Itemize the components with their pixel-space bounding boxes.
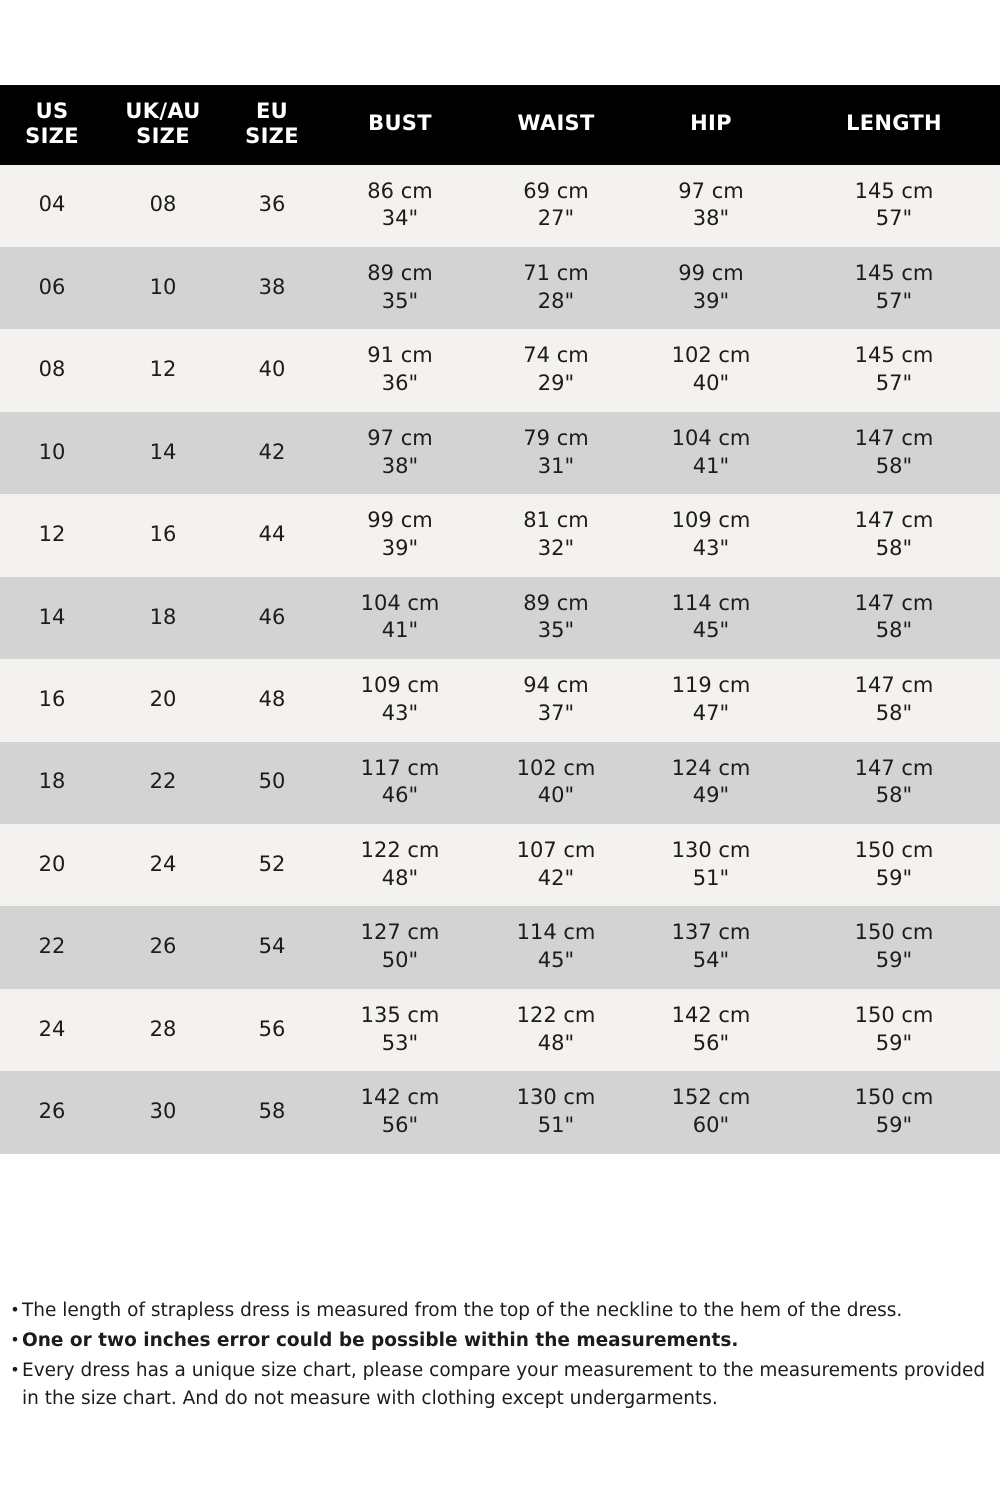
cell-length <box>788 412 1000 494</box>
cell-bust <box>322 577 478 659</box>
cell-hip <box>634 247 788 329</box>
column-header-us-size-line2: SIZE <box>25 123 79 148</box>
cell-bust-cm: 97 cm <box>367 425 433 450</box>
cell-hip-cm: 142 cm <box>671 1002 751 1027</box>
cell-hip <box>634 989 788 1071</box>
cell-bust <box>322 412 478 494</box>
column-header-length-line1: LENGTH <box>846 111 942 136</box>
cell-length <box>788 577 1000 659</box>
cell-length-in: 57" <box>875 371 913 396</box>
cell-waist-cm: 74 cm <box>523 343 589 368</box>
cell-hip-cm: 152 cm <box>671 1085 751 1110</box>
size-chart-container <box>0 85 1000 1154</box>
cell-length-cm: 147 cm <box>854 673 934 698</box>
cell-bust-cm: 99 cm <box>367 508 433 533</box>
cell-us-size: 20 <box>0 824 104 906</box>
column-header-hip <box>634 85 788 165</box>
cell-eu-size: 58 <box>222 1071 322 1153</box>
cell-length-in: 59" <box>875 1113 913 1138</box>
cell-hip-in: 56" <box>692 1030 730 1055</box>
column-header-bust-line1: BUST <box>368 111 432 136</box>
cell-eu-size: 38 <box>222 247 322 329</box>
cell-length-cm: 147 cm <box>854 590 934 615</box>
cell-length-cm: 150 cm <box>854 1085 934 1110</box>
cell-bust-in: 36" <box>381 371 419 396</box>
cell-hip-in: 39" <box>692 288 730 313</box>
cell-hip-cm: 102 cm <box>671 343 751 368</box>
cell-us-size: 14 <box>0 577 104 659</box>
note-item <box>8 1327 986 1354</box>
cell-length <box>788 906 1000 988</box>
cell-eu-size: 48 <box>222 659 322 741</box>
cell-eu-size: 56 <box>222 989 322 1071</box>
cell-length-in: 57" <box>875 206 913 231</box>
column-header-eu-size <box>222 85 322 165</box>
cell-us-size: 22 <box>0 906 104 988</box>
cell-bust-in: 56" <box>381 1113 419 1138</box>
table-row <box>0 824 1000 906</box>
column-header-eu-size-line2: SIZE <box>245 123 299 148</box>
cell-ukau-size: 18 <box>104 577 222 659</box>
column-header-ukau-size-line2: SIZE <box>136 123 190 148</box>
table-row <box>0 412 1000 494</box>
table-row <box>0 165 1000 247</box>
cell-length-in: 58" <box>875 618 913 643</box>
note-text: One or two inches error could be possible within the measurements. <box>22 1330 739 1352</box>
cell-waist <box>478 494 634 576</box>
cell-hip-in: 38" <box>692 206 730 231</box>
cell-waist-cm: 102 cm <box>516 755 596 780</box>
cell-eu-size: 42 <box>222 412 322 494</box>
cell-bust-cm: 89 cm <box>367 260 433 285</box>
cell-bust <box>322 906 478 988</box>
cell-length-cm: 145 cm <box>854 260 934 285</box>
cell-waist-in: 45" <box>537 948 575 973</box>
column-header-us-size <box>0 85 104 165</box>
cell-bust-cm: 142 cm <box>360 1085 440 1110</box>
cell-bust-in: 35" <box>381 288 419 313</box>
cell-eu-size: 36 <box>222 165 322 247</box>
cell-hip <box>634 906 788 988</box>
cell-bust <box>322 989 478 1071</box>
table-row <box>0 906 1000 988</box>
cell-hip <box>634 742 788 824</box>
table-header-row <box>0 85 1000 165</box>
table-row <box>0 742 1000 824</box>
cell-us-size: 06 <box>0 247 104 329</box>
column-header-eu-size-line1: EU <box>256 99 288 123</box>
cell-waist-in: 35" <box>537 618 575 643</box>
cell-length-cm: 147 cm <box>854 425 934 450</box>
cell-hip-in: 51" <box>692 865 730 890</box>
cell-length-cm: 150 cm <box>854 920 934 945</box>
cell-ukau-size: 20 <box>104 659 222 741</box>
column-header-us-size-line1: US <box>35 99 69 123</box>
cell-eu-size: 54 <box>222 906 322 988</box>
cell-hip-cm: 137 cm <box>671 920 751 945</box>
table-body <box>0 165 1000 1154</box>
cell-bust <box>322 1071 478 1153</box>
cell-length <box>788 165 1000 247</box>
table-row <box>0 989 1000 1071</box>
column-header-hip-line1: HIP <box>690 111 732 136</box>
cell-length-in: 58" <box>875 700 913 725</box>
cell-length-in: 59" <box>875 1030 913 1055</box>
cell-bust <box>322 659 478 741</box>
table-row <box>0 247 1000 329</box>
bullet-icon: • <box>10 1300 20 1319</box>
cell-hip-in: 47" <box>692 700 730 725</box>
cell-bust <box>322 165 478 247</box>
cell-length <box>788 824 1000 906</box>
cell-bust-in: 46" <box>381 783 419 808</box>
cell-ukau-size: 12 <box>104 329 222 411</box>
cell-bust-in: 39" <box>381 536 419 560</box>
cell-waist-in: 42" <box>537 865 575 890</box>
cell-hip-cm: 130 cm <box>671 838 751 863</box>
cell-length-in: 58" <box>875 453 913 478</box>
cell-waist-cm: 94 cm <box>523 673 589 698</box>
cell-ukau-size: 26 <box>104 906 222 988</box>
cell-bust-in: 43" <box>381 700 419 725</box>
cell-waist-in: 28" <box>537 288 575 313</box>
cell-waist-cm: 71 cm <box>523 260 589 285</box>
cell-us-size: 10 <box>0 412 104 494</box>
cell-hip-cm: 109 cm <box>671 508 751 533</box>
cell-us-size: 12 <box>0 494 104 576</box>
table-row <box>0 494 1000 576</box>
cell-waist-cm: 130 cm <box>516 1085 596 1110</box>
cell-length-cm: 147 cm <box>854 755 934 780</box>
cell-hip-cm: 124 cm <box>671 755 751 780</box>
column-header-ukau-size <box>104 85 222 165</box>
cell-waist <box>478 824 634 906</box>
cell-waist <box>478 165 634 247</box>
cell-ukau-size: 28 <box>104 989 222 1071</box>
cell-eu-size: 52 <box>222 824 322 906</box>
cell-hip-cm: 114 cm <box>671 590 751 615</box>
cell-bust-in: 48" <box>381 865 419 890</box>
cell-ukau-size: 30 <box>104 1071 222 1153</box>
cell-bust-cm: 91 cm <box>367 343 433 368</box>
cell-length <box>788 247 1000 329</box>
cell-bust-in: 38" <box>381 453 419 478</box>
cell-bust-in: 34" <box>381 206 419 231</box>
cell-waist-in: 31" <box>537 453 575 478</box>
cell-hip-cm: 119 cm <box>671 673 751 698</box>
cell-waist-cm: 79 cm <box>523 425 589 450</box>
cell-bust <box>322 824 478 906</box>
cell-waist-in: 27" <box>537 206 575 231</box>
note-item <box>8 1357 986 1411</box>
cell-eu-size: 40 <box>222 329 322 411</box>
cell-waist <box>478 742 634 824</box>
cell-hip-in: 45" <box>692 618 730 643</box>
cell-length <box>788 494 1000 576</box>
cell-length-cm: 150 cm <box>854 838 934 863</box>
cell-waist <box>478 989 634 1071</box>
cell-waist-cm: 122 cm <box>516 1002 596 1027</box>
cell-eu-size: 50 <box>222 742 322 824</box>
note-text: The length of strapless dress is measured from the top of the neckline to the hem of the dress. <box>22 1300 903 1321</box>
cell-hip <box>634 824 788 906</box>
table-header <box>0 85 1000 165</box>
cell-us-size: 08 <box>0 329 104 411</box>
cell-hip-in: 60" <box>692 1113 730 1138</box>
cell-length <box>788 989 1000 1071</box>
cell-length-in: 59" <box>875 948 913 973</box>
cell-waist <box>478 659 634 741</box>
cell-hip-in: 40" <box>692 371 730 396</box>
cell-length-cm: 145 cm <box>854 343 934 368</box>
cell-ukau-size: 10 <box>104 247 222 329</box>
cell-waist-cm: 114 cm <box>516 920 596 945</box>
cell-waist-in: 29" <box>537 371 575 396</box>
notes-section <box>0 1297 1000 1415</box>
cell-waist-cm: 81 cm <box>523 508 589 533</box>
column-header-bust <box>322 85 478 165</box>
cell-waist-cm: 89 cm <box>523 590 589 615</box>
cell-hip-cm: 99 cm <box>678 260 744 285</box>
cell-length-cm: 147 cm <box>854 508 934 533</box>
cell-eu-size: 46 <box>222 577 322 659</box>
cell-ukau-size: 08 <box>104 165 222 247</box>
cell-length <box>788 742 1000 824</box>
note-text: Every dress has a unique size chart, please compare your measurement to the measurements provided in the size chart. And do not measure with clothing except undergarments. <box>22 1360 986 1409</box>
cell-bust <box>322 494 478 576</box>
cell-eu-size: 44 <box>222 494 322 576</box>
cell-waist-in: 40" <box>537 783 575 808</box>
cell-bust-cm: 117 cm <box>360 755 440 780</box>
cell-hip-in: 54" <box>692 948 730 973</box>
cell-waist <box>478 1071 634 1153</box>
cell-length-in: 58" <box>875 536 913 560</box>
note-item <box>8 1297 986 1324</box>
cell-bust <box>322 329 478 411</box>
cell-waist <box>478 906 634 988</box>
cell-ukau-size: 14 <box>104 412 222 494</box>
cell-hip-in: 43" <box>692 536 730 560</box>
table-row <box>0 659 1000 741</box>
cell-waist <box>478 329 634 411</box>
column-header-length <box>788 85 1000 165</box>
cell-length-in: 59" <box>875 865 913 890</box>
cell-us-size: 24 <box>0 989 104 1071</box>
cell-length-in: 58" <box>875 783 913 808</box>
cell-waist-in: 32" <box>537 536 575 560</box>
cell-hip-in: 49" <box>692 783 730 808</box>
cell-waist-cm: 69 cm <box>523 178 589 203</box>
cell-ukau-size: 16 <box>104 494 222 576</box>
table-row <box>0 329 1000 411</box>
cell-bust-cm: 135 cm <box>360 1002 440 1027</box>
cell-length-cm: 145 cm <box>854 178 934 203</box>
cell-waist-in: 37" <box>537 700 575 725</box>
column-header-waist <box>478 85 634 165</box>
cell-ukau-size: 22 <box>104 742 222 824</box>
cell-hip <box>634 1071 788 1153</box>
cell-waist <box>478 577 634 659</box>
cell-hip <box>634 577 788 659</box>
cell-bust <box>322 742 478 824</box>
bullet-icon: • <box>10 1330 20 1350</box>
cell-bust-in: 41" <box>381 618 419 643</box>
cell-length <box>788 1071 1000 1153</box>
cell-ukau-size: 24 <box>104 824 222 906</box>
column-header-ukau-size-line1: UK/AU <box>125 99 201 123</box>
cell-waist-cm: 107 cm <box>516 838 596 863</box>
cell-length-cm: 150 cm <box>854 1002 934 1027</box>
cell-waist-in: 51" <box>537 1113 575 1138</box>
cell-bust <box>322 247 478 329</box>
cell-hip <box>634 329 788 411</box>
cell-us-size: 04 <box>0 165 104 247</box>
cell-hip <box>634 412 788 494</box>
bullet-icon: • <box>10 1360 20 1380</box>
cell-bust-cm: 86 cm <box>367 178 433 203</box>
cell-waist <box>478 247 634 329</box>
cell-waist <box>478 412 634 494</box>
cell-us-size: 16 <box>0 659 104 741</box>
cell-bust-in: 50" <box>381 948 419 973</box>
cell-bust-cm: 127 cm <box>360 920 440 945</box>
cell-bust-cm: 122 cm <box>360 838 440 863</box>
cell-hip-cm: 97 cm <box>678 178 744 203</box>
cell-length <box>788 329 1000 411</box>
cell-bust-cm: 104 cm <box>360 590 440 615</box>
cell-us-size: 18 <box>0 742 104 824</box>
size-chart-table <box>0 85 1000 1154</box>
table-row <box>0 577 1000 659</box>
cell-bust-in: 53" <box>381 1030 419 1055</box>
cell-waist-in: 48" <box>537 1030 575 1055</box>
cell-hip <box>634 165 788 247</box>
cell-length <box>788 659 1000 741</box>
table-row <box>0 1071 1000 1153</box>
cell-hip <box>634 659 788 741</box>
cell-us-size: 26 <box>0 1071 104 1153</box>
cell-bust-cm: 109 cm <box>360 673 440 698</box>
cell-hip-in: 41" <box>692 453 730 478</box>
cell-hip <box>634 494 788 576</box>
cell-length-in: 57" <box>875 288 913 313</box>
column-header-waist-line1: WAIST <box>517 111 595 136</box>
cell-hip-cm: 104 cm <box>671 425 751 450</box>
